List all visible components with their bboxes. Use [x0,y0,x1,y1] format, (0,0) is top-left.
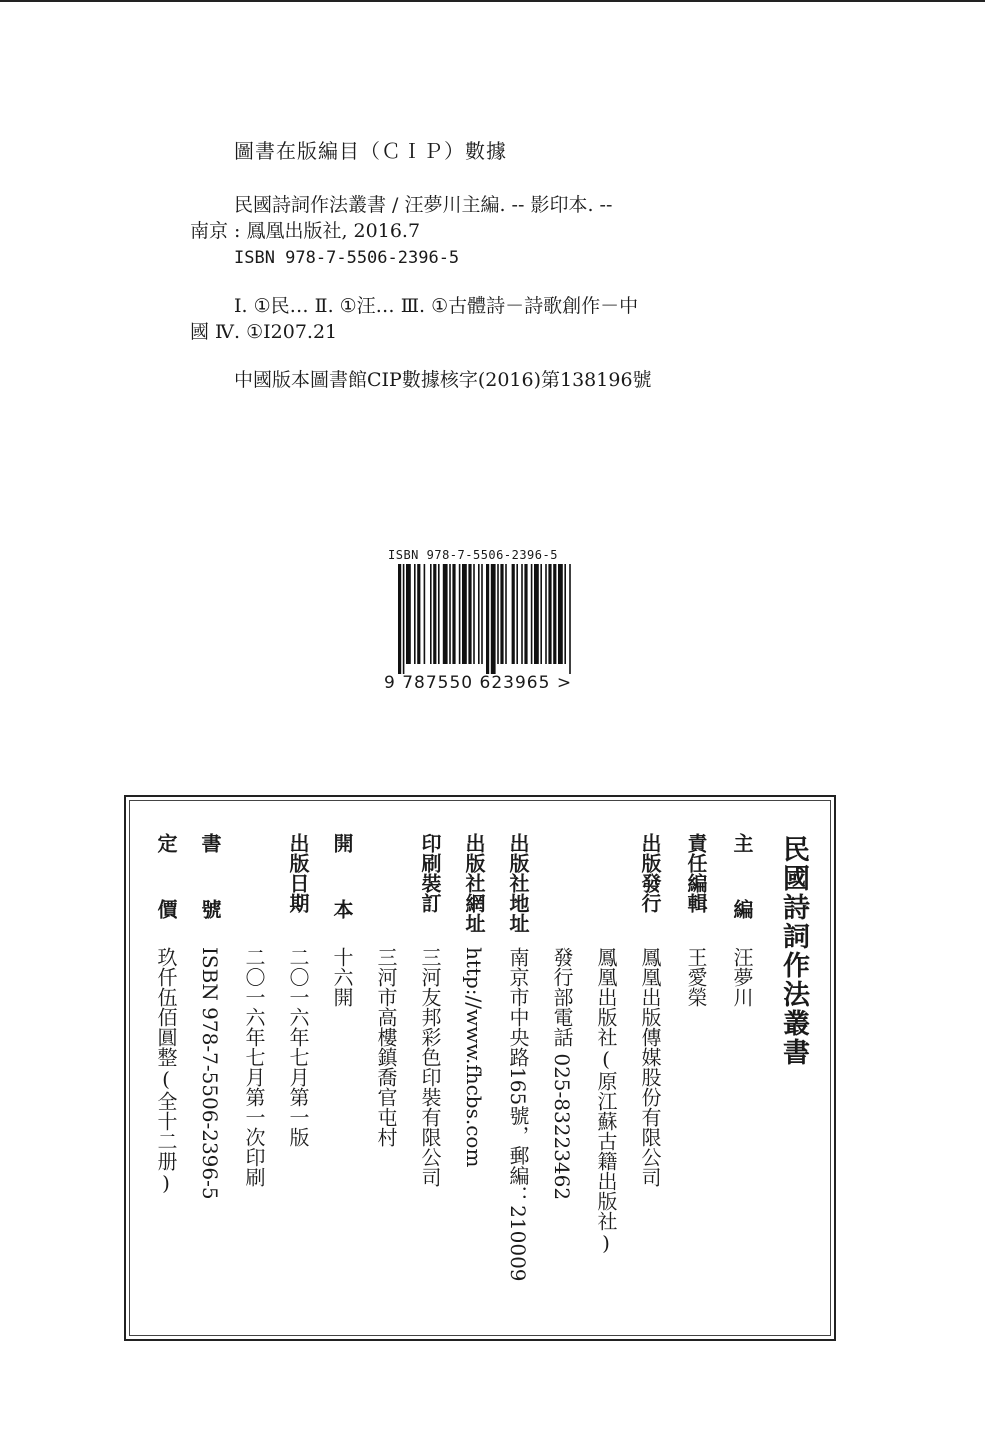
colophon-value-date-1: 二〇一六年七月第一版 [286,947,310,1147]
colophon-label-publisher: 出版發行 [638,833,662,913]
cip-line-subjects: Ⅰ. ①民… Ⅱ. ①汪… Ⅲ. ①古體詩－詩歌創作－中 [234,295,639,317]
colophon-label-address: 出版社地址 [506,833,530,933]
barcode-bar [553,564,556,664]
colophon-label-responsible-editor: 責任編輯 [684,833,708,913]
barcode-bar [430,564,432,664]
barcode-bar [438,564,440,664]
barcode-bar [452,564,455,664]
barcode-ean-digits: 9 787550 623965 > [384,673,573,693]
barcode-bar [417,564,420,664]
barcode-bar [531,564,533,664]
barcode-bar [569,564,571,674]
barcode-bar [462,564,467,664]
colophon-label-isbn: 書號 [198,833,222,919]
barcode-bar [414,564,416,664]
barcode-bar [478,564,480,664]
barcode-bar [512,564,515,664]
cip-line-isbn: ISBN 978-7-5506-2396-5 [234,248,460,268]
barcode-bars [384,564,584,674]
barcode-bar [524,564,527,664]
colophon-value-responsible-editor: 王愛榮 [684,947,708,1007]
barcode-bar [433,564,436,664]
colophon-value-publisher-1: 鳳凰出版傳媒股份有限公司 [638,947,662,1187]
barcode-bar [406,564,411,664]
barcode-bar [473,564,475,664]
cip-line-publisher: 南京 : 鳳凰出版社, 2016.7 [190,220,421,242]
barcode-bar [481,564,483,664]
barcode-bar [486,564,489,674]
cip-line-record-number: 中國版本圖書館CIP數據核字(2016)第138196號 [234,369,652,391]
cip-line-classification: 國 Ⅳ. ①I207.21 [190,321,338,343]
colophon-label-price: 定價 [154,833,178,919]
isbn-barcode [384,548,584,700]
barcode-bar [558,564,563,664]
colophon-value-publisher-2: 鳳凰出版社(原江蘇古籍出版社) [594,947,618,1255]
colophon-label-format: 開本 [330,833,354,919]
barcode-bar [449,564,451,664]
colophon-value-format: 十六開 [330,947,354,1007]
barcode-bar [521,564,523,664]
barcode-bar [500,564,503,664]
barcode-bar [548,564,551,664]
colophon-label-website: 出版社網址 [462,833,486,933]
barcode-bar [398,564,401,674]
colophon-label-printer: 印刷裝訂 [418,833,442,913]
colophon-value-price: 玖仟伍佰圓整(全十二册) [154,947,178,1195]
colophon-value-address: 南京市中央路165號，郵編：210009 [506,947,530,1282]
cip-heading: 圖書在版編目（ＣＩＰ）數據 [234,139,507,163]
barcode-bar [468,564,471,664]
colophon-value-date-2: 二〇一六年七月第一次印刷 [242,947,266,1187]
colophon-label-date: 出版日期 [286,833,310,913]
barcode-bar [459,564,461,664]
colophon-value-phone: 發行部電話 025-83223462 [550,947,574,1201]
barcode-bar [403,564,405,674]
page-top-rule [0,0,985,2]
cip-line-title: 民國詩詞作法叢書 / 汪夢川主編. -- 影印本. -- [234,194,613,216]
barcode-bar [540,564,542,664]
barcode-bar [491,564,496,674]
colophon-title: 民國詩詞作法叢書 [778,835,809,1067]
barcode-isbn-text: ISBN 978-7-5506-2396-5 [388,548,558,562]
barcode-bar [505,564,507,664]
colophon-value-editor: 汪夢川 [730,947,754,1007]
colophon-label-editor: 主編 [730,833,754,919]
barcode-bar [516,564,518,664]
colophon-value-printer-2: 三河市高樓鎮喬官屯村 [374,947,398,1147]
colophon-value-isbn: ISBN 978-7-5506-2396-5 [198,947,222,1200]
colophon-value-printer-1: 三河友邦彩色印裝有限公司 [418,947,442,1187]
barcode-bar [564,564,566,664]
colophon-box [124,795,836,1341]
barcode-bar [443,564,448,664]
barcode-bar [545,564,547,664]
barcode-bar [424,564,426,664]
colophon-value-website: http://www.fhcbs.com [462,947,486,1168]
barcode-bar [497,564,499,664]
barcode-bar [534,564,539,664]
